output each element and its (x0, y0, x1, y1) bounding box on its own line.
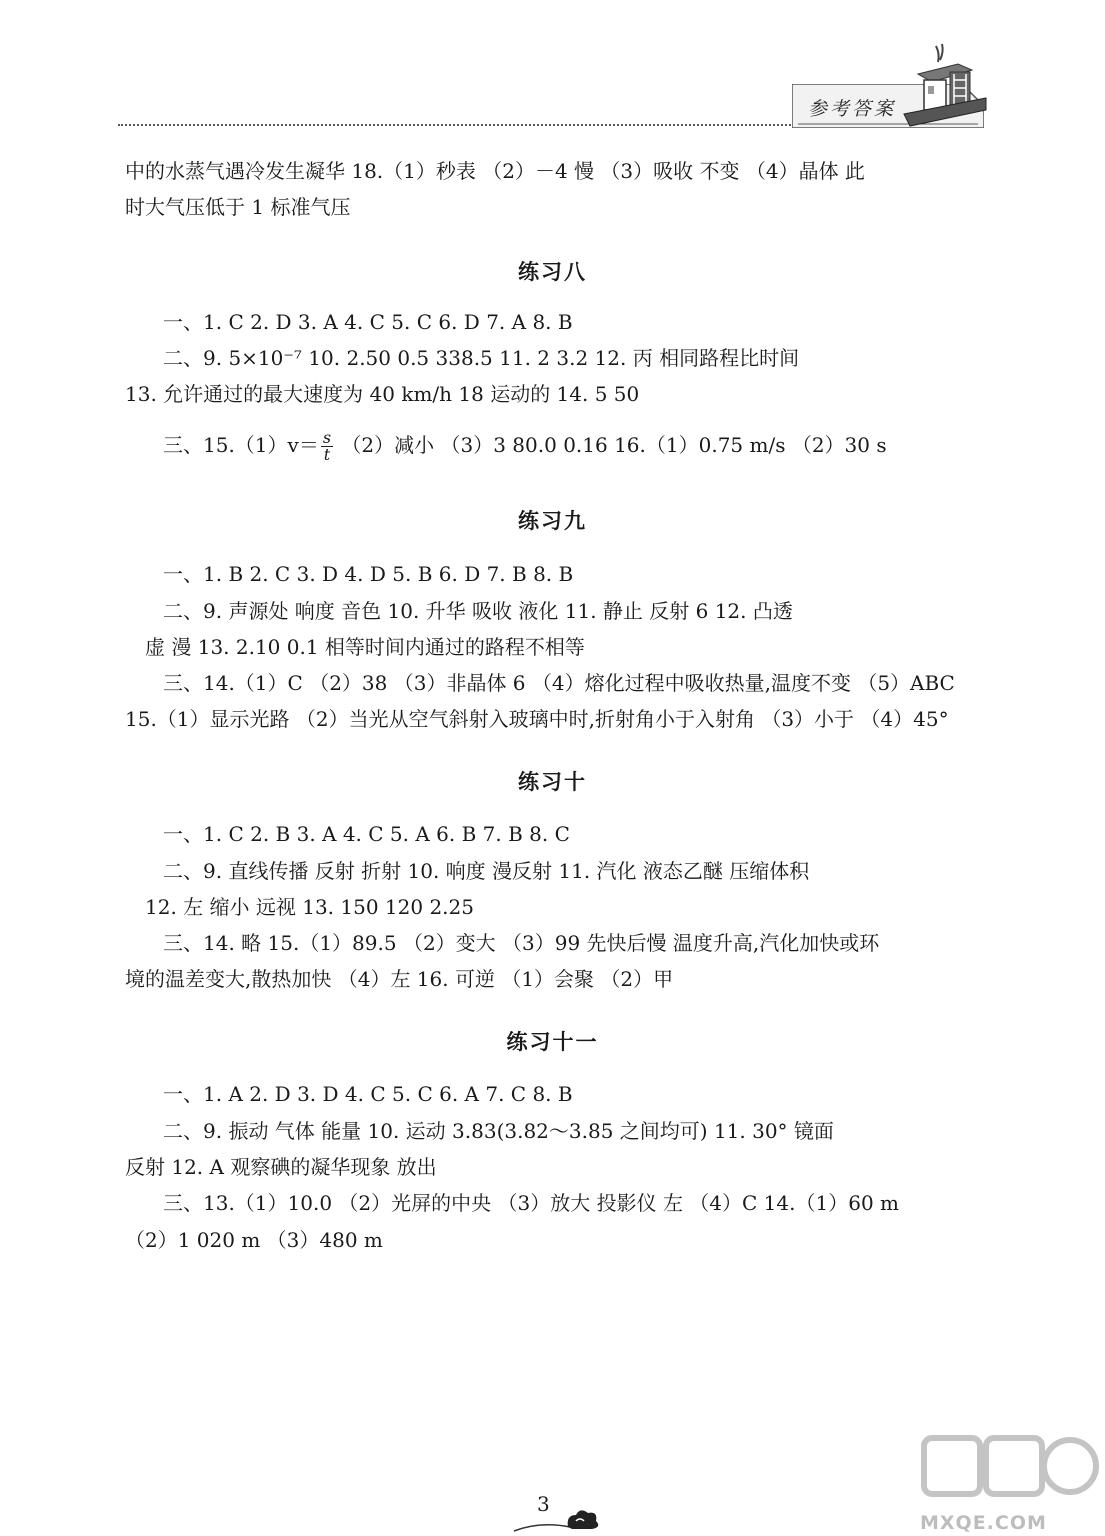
watermark-text: MXQE.COM (920, 1512, 1047, 1534)
intro-line-2: 时大气压低于 1 标准气压 (125, 195, 351, 219)
answer-line: 15.（1）显示光路 （2）当光从空气斜射入玻璃中时,折射角小于入射角 （3）小于 （4）45° (125, 707, 949, 731)
answer-line: 三、13.（1）10.0 （2）光屏的中央 （3）放大 投影仪 左 （4）C 14.（1）60 m (163, 1191, 899, 1215)
page-number: 3 (537, 1492, 550, 1516)
answer-line-with-formula (163, 430, 1033, 463)
answer-line: 反射 12. A 观察碘的凝华现象 放出 (125, 1155, 437, 1179)
answer-line: 一、1. C 2. B 3. A 4. C 5. A 6. B 7. B 8. C (163, 822, 570, 846)
answer-line: 一、1. B 2. C 3. D 4. D 5. B 6. D 7. B 8. B (163, 562, 574, 586)
section-title-11: 练习十一 (506, 1030, 599, 1054)
header-divider (118, 124, 798, 126)
answer-line: 12. 左 缩小 远视 13. 150 120 2.25 (145, 895, 474, 919)
section-title-9: 练习九 (518, 509, 587, 533)
answer-line: 13. 允许通过的最大速度为 40 km/h 18 运动的 14. 5 50 (125, 382, 640, 406)
answer-line: 一、1. A 2. D 3. D 4. C 5. C 6. A 7. C 8. B (163, 1082, 573, 1106)
watermark (920, 1430, 1100, 1534)
answer-line: 二、9. 声源处 响度 音色 10. 升华 吸收 液化 11. 静止 反射 6 12. 凸透 (163, 599, 793, 623)
answer-line: 一、1. C 2. D 3. A 4. C 5. C 6. D 7. A 8. B (163, 310, 573, 334)
answer-line: 二、9. 直线传播 反射 折射 10. 响度 漫反射 11. 汽化 液态乙醚 压缩体积 (163, 859, 810, 883)
answer-line: 三、14. 略 15.（1）89.5 （2）变大 （3）99 先快后慢 温度升高,汽化加快或环 (163, 931, 880, 955)
answer-line: 三、14.（1）C （2）38 （3）非晶体 6 （4）熔化过程中吸收热量,温度不变 （5）ABC (163, 671, 955, 695)
school-building-icon (898, 40, 990, 130)
header-tab-label: 参考答案 (808, 98, 897, 120)
answer-line: （2）1 020 m （3）480 m (125, 1228, 383, 1252)
fraction-numerator: s (322, 428, 332, 447)
section-title-10: 练习十 (518, 770, 587, 794)
watermark-logo-icon (920, 1430, 1100, 1510)
answer-line: 境的温差变大,散热加快 （4）左 16. 可逆 （1）会聚 （2）甲 (125, 967, 674, 991)
answer-line: 虚 漫 13. 2.10 0.1 相等时间内通过的路程不相等 (145, 635, 585, 659)
cloud-ornament-icon (510, 1505, 610, 1535)
section-title-8: 练习八 (518, 260, 587, 284)
answer-line: 二、9. 振动 气体 能量 10. 运动 3.83(3.82～3.85 之间均可) 11. 30° 镜面 (163, 1119, 834, 1143)
fraction (321, 430, 333, 463)
answer-line: 二、9. 5×10⁻⁷ 10. 2.50 0.5 338.5 11. 2 3.2 12. 丙 相同路程比时间 (163, 346, 800, 370)
formula-prefix: 三、15.（1）v＝ (163, 433, 319, 457)
fraction-denominator: t (323, 445, 331, 464)
intro-line-1: 中的水蒸气遇冷发生凝华 18.（1）秒表 （2）－4 慢 （3）吸收 不变 （4）晶体 此 (125, 159, 865, 183)
formula-suffix: （2）减小 （3）3 80.0 0.16 16.（1）0.75 m/s （2）30 s (341, 433, 887, 457)
